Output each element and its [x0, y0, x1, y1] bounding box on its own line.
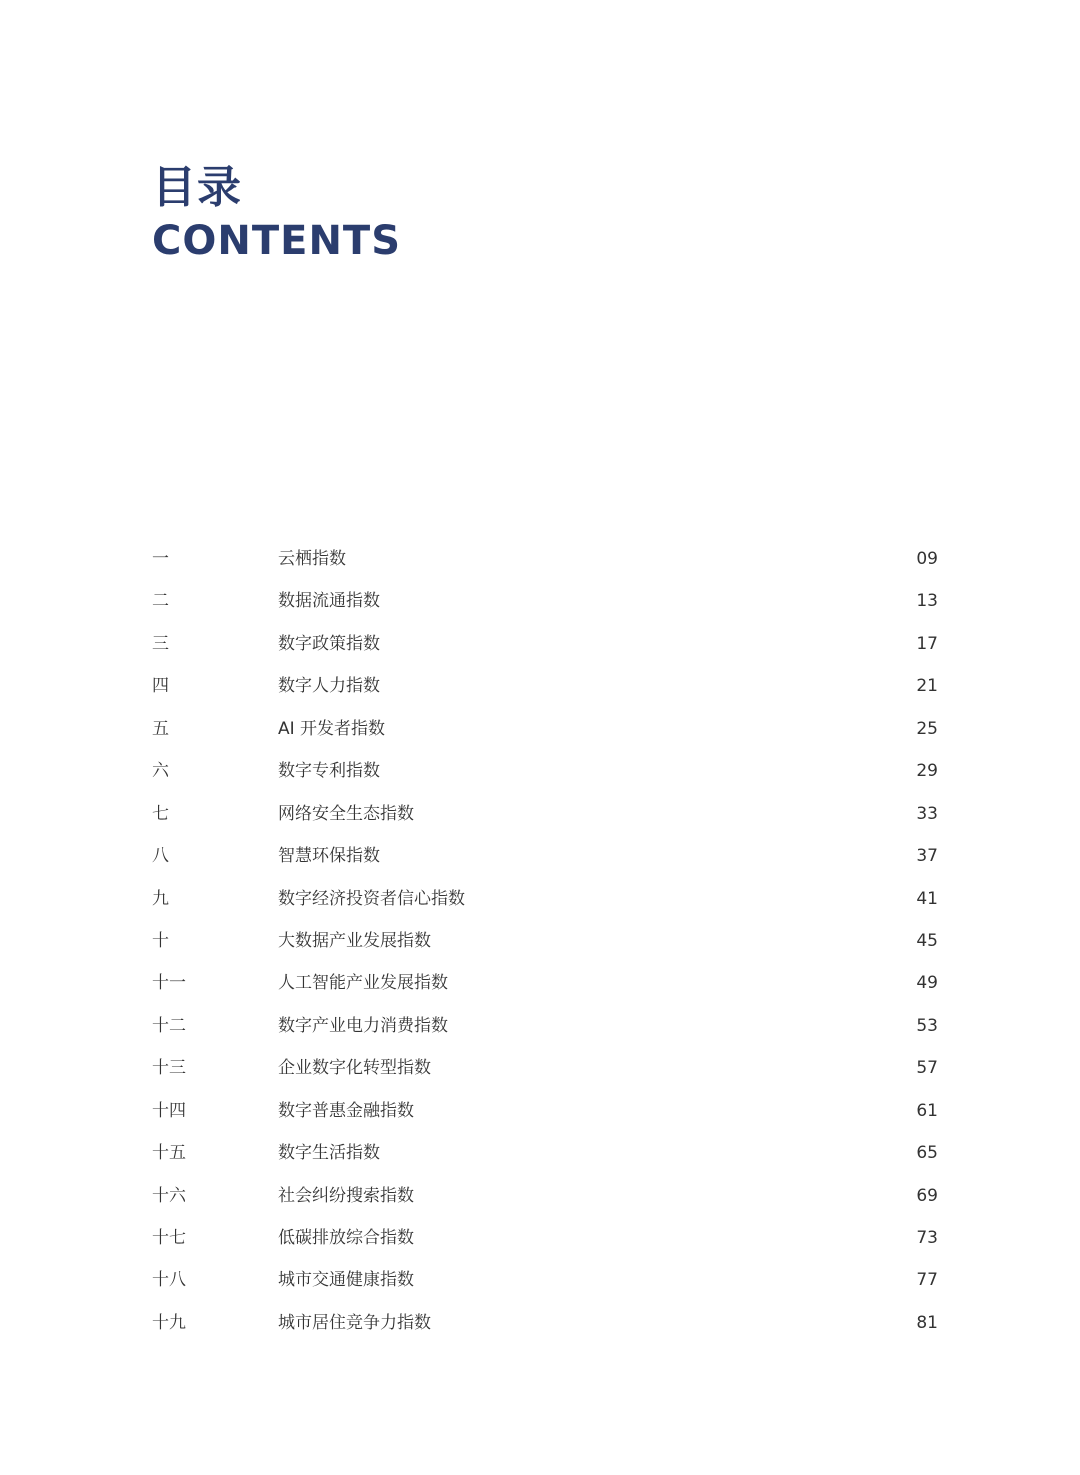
toc-entry-page-number: 57	[916, 1058, 938, 1079]
toc-entry[interactable]	[152, 623, 938, 665]
toc-entry[interactable]	[152, 835, 938, 877]
toc-entry-number: 七	[152, 803, 169, 824]
toc-entry-page-number: 45	[916, 930, 938, 951]
toc-entry-page-number: 09	[916, 549, 938, 569]
toc-entry-title: 城市交通健康指数	[278, 1270, 414, 1291]
toc-entry-page-number: 37	[916, 846, 938, 867]
toc-entry-title: 城市居住竞争力指数	[278, 1312, 431, 1333]
toc-entry-page-number: 65	[916, 1143, 938, 1164]
toc-entry-page-number: 33	[916, 803, 938, 824]
page-title-cn: 目录	[152, 162, 242, 213]
toc-entry[interactable]	[152, 708, 938, 750]
toc-entry-number: 六	[152, 761, 169, 782]
toc-entry-number: 十六	[152, 1185, 186, 1206]
toc-entry-number: 八	[152, 846, 169, 867]
toc-entry-number: 三	[152, 633, 169, 654]
toc-entry[interactable]	[152, 1259, 938, 1301]
toc-entry-title: 社会纠纷搜索指数	[278, 1185, 414, 1206]
toc-entry-title: 数字生活指数	[278, 1143, 380, 1164]
toc-entry-page-number: 13	[916, 591, 938, 612]
toc-entry-title: 数字人力指数	[278, 676, 380, 697]
toc-entry[interactable]	[152, 920, 938, 962]
toc-entry-title: 数字政策指数	[278, 633, 380, 654]
toc-entry[interactable]	[152, 1302, 938, 1344]
toc-entry[interactable]	[152, 962, 938, 1004]
toc-entry-page-number: 81	[916, 1312, 938, 1333]
toc-entry-page-number: 61	[916, 1100, 938, 1121]
toc-entry-page-number: 17	[916, 633, 938, 654]
toc-entry-number: 十三	[152, 1058, 186, 1079]
toc-entry-title: 企业数字化转型指数	[278, 1058, 431, 1079]
toc-entry-number: 二	[152, 591, 169, 612]
toc-entry-page-number: 21	[916, 676, 938, 697]
toc-entry-title: 智慧环保指数	[278, 846, 380, 867]
toc-entry-title: 数据流通指数	[278, 591, 380, 612]
toc-entry-page-number: 41	[916, 888, 938, 909]
toc-entry-page-number: 25	[916, 718, 938, 739]
toc-entry-number: 十七	[152, 1228, 186, 1248]
toc-entry-number: 十一	[152, 973, 186, 994]
toc-entry-number: 十五	[152, 1143, 186, 1164]
toc-entry[interactable]	[152, 538, 938, 580]
toc-entry-title: 数字经济投资者信心指数	[278, 888, 465, 909]
toc-entry-number: 四	[152, 676, 169, 697]
toc-entry-number: 九	[152, 888, 169, 909]
toc-entry[interactable]	[152, 793, 938, 835]
toc-entry-page-number: 77	[916, 1270, 938, 1291]
toc-entry-page-number: 29	[916, 761, 938, 782]
toc-entry-page-number: 73	[916, 1228, 938, 1248]
toc-entry-page-number: 53	[916, 1015, 938, 1036]
toc-entry-title: 数字普惠金融指数	[278, 1100, 414, 1121]
toc-entry[interactable]	[152, 1175, 938, 1217]
toc-entry-page-number: 69	[916, 1185, 938, 1206]
toc-entry[interactable]	[152, 665, 938, 707]
toc-entry-title: 云栖指数	[278, 549, 346, 569]
toc-entry[interactable]	[152, 1005, 938, 1047]
toc-entry[interactable]	[152, 1047, 938, 1089]
toc-entry[interactable]	[152, 750, 938, 792]
toc-entry-title: 数字专利指数	[278, 761, 380, 782]
table-of-contents	[152, 538, 938, 1344]
page-title-en: CONTENTS	[152, 218, 402, 264]
toc-entry-number: 十	[152, 930, 169, 951]
toc-entry-page-number: 49	[916, 973, 938, 994]
toc-entry[interactable]	[152, 1090, 938, 1132]
toc-entry[interactable]	[152, 1132, 938, 1174]
toc-entry[interactable]	[152, 580, 938, 622]
toc-entry-number: 十二	[152, 1015, 186, 1036]
toc-entry-number: 十八	[152, 1270, 186, 1291]
toc-entry-title: 人工智能产业发展指数	[278, 973, 448, 994]
toc-entry-title: 数字产业电力消费指数	[278, 1015, 448, 1036]
toc-entry-number: 十九	[152, 1312, 186, 1333]
toc-entry-number: 五	[152, 718, 169, 739]
toc-entry[interactable]	[152, 1217, 938, 1259]
toc-entry-title: 大数据产业发展指数	[278, 930, 431, 951]
toc-entry-number: 十四	[152, 1100, 186, 1121]
toc-entry-title: 网络安全生态指数	[278, 803, 414, 824]
toc-entry-title: 低碳排放综合指数	[278, 1228, 414, 1248]
toc-entry-number: 一	[152, 549, 169, 569]
page-heading	[152, 160, 401, 266]
toc-entry-title: AI 开发者指数	[278, 718, 386, 739]
toc-entry[interactable]	[152, 878, 938, 920]
